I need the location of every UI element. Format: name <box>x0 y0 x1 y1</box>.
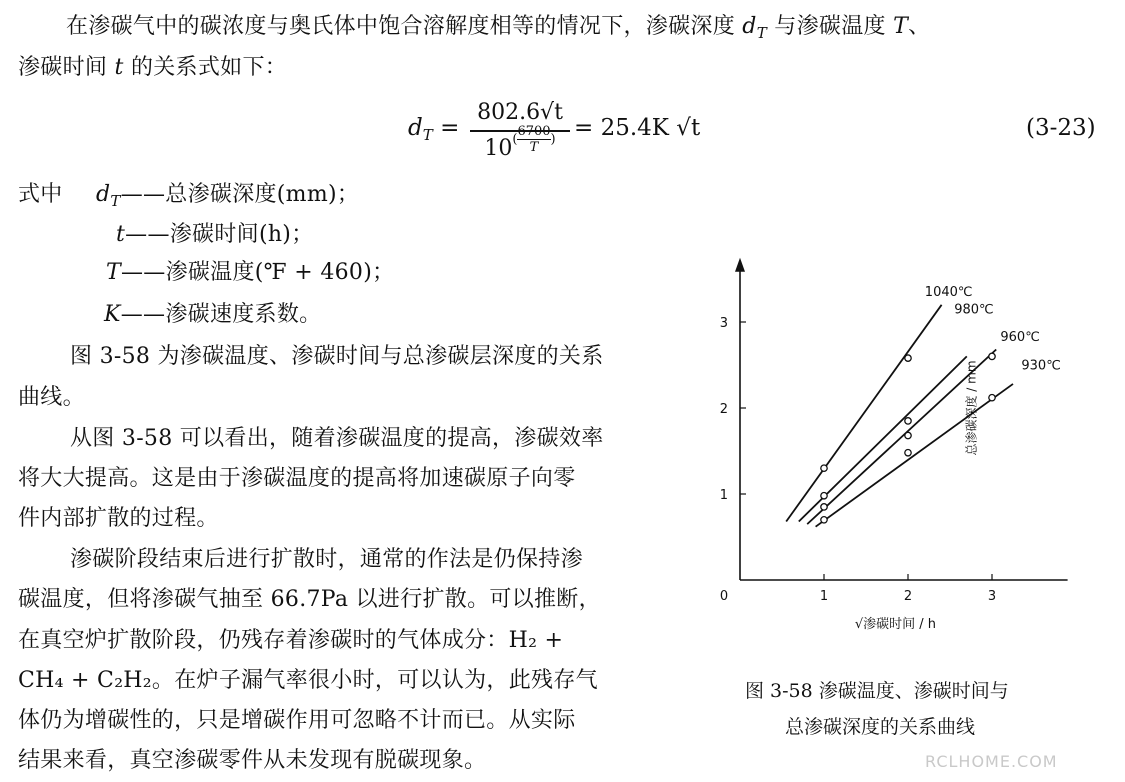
var-K: K <box>104 302 121 327</box>
body-line: CH₄ + C₂H₂。在炉子漏气率很小时，可以认为，此残存气 <box>18 668 598 693</box>
text: 、 <box>908 14 931 39</box>
y-tick-label: 3 <box>719 316 728 331</box>
equation-rhs: = 25.4K √t <box>574 115 701 141</box>
var-t: t <box>116 222 126 247</box>
data-point <box>821 493 827 499</box>
var-d: d <box>408 115 423 141</box>
definition-text: ——渗碳速度系数。 <box>120 302 322 327</box>
var-sub-T: T <box>756 24 767 42</box>
series-label: 960℃ <box>1000 329 1040 345</box>
body-line: 件内部扩散的过程。 <box>18 506 219 531</box>
body-line: 碳温度，但将渗碳气抽至 66.7Pa 以进行扩散。可以推断， <box>18 587 601 612</box>
paragraph-1-line-1 <box>66 14 930 46</box>
definition-row <box>104 302 321 328</box>
equation-numerator: 802.6√t <box>477 100 563 125</box>
body-line: 渗碳阶段结束后进行扩散时，通常的作法是仍保持渗 <box>70 547 583 572</box>
denominator-exponent: ( 6700 T ) <box>512 124 556 155</box>
definition-text: ——渗碳时间(h)； <box>125 222 314 247</box>
data-point <box>989 353 995 359</box>
carburizing-depth-chart <box>690 225 1110 645</box>
equals-sign: = <box>440 115 460 141</box>
var-d: d <box>96 182 111 207</box>
series-label: 1040℃ <box>924 285 973 301</box>
data-point <box>905 450 911 456</box>
y-axis-arrow <box>735 258 745 272</box>
x-tick-label: 0 <box>719 589 729 604</box>
watermark: RCLHOME.COM <box>925 752 1058 771</box>
body-line: 图 3-58 为渗碳温度、渗碳时间与总渗碳层深度的关系 <box>70 344 604 369</box>
var-sub-T: T <box>422 126 433 144</box>
var-t: t <box>114 55 124 80</box>
paragraph-1-line-2 <box>18 55 287 81</box>
definition-text: ——总渗碳深度(mm)； <box>120 182 360 207</box>
data-point <box>989 394 995 400</box>
var-T: T <box>106 260 121 285</box>
text: 渗碳时间 <box>18 55 115 80</box>
data-point <box>821 465 827 471</box>
x-axis-label: √渗碳时间 / h <box>854 617 936 632</box>
data-point <box>821 517 827 523</box>
equation-denominator <box>470 124 570 167</box>
text: 与渗碳温度 <box>767 14 894 39</box>
body-line: 在真空炉扩散阶段，仍残存着渗碳时的气体成分：H₂ + <box>18 628 564 653</box>
data-point <box>821 504 827 510</box>
definition-row <box>96 182 359 214</box>
equation-number: (3-23) <box>1026 115 1096 141</box>
text: 在渗碳气中的碳浓度与奥氏体中饱合溶解度相等的情况下，渗碳深度 <box>66 14 743 39</box>
series-label: 980℃ <box>954 302 994 318</box>
exp-numerator: 6700 <box>517 124 551 139</box>
x-tick-label: 3 <box>987 589 997 604</box>
definition-text: ——渗碳温度(℉ + 460)； <box>120 260 395 285</box>
body-line: 将大大提高。这是由于渗碳温度的提高将加速碳原子向零 <box>18 466 576 491</box>
x-tick-label: 1 <box>819 589 829 604</box>
exp-denominator: T <box>529 140 539 155</box>
series-line <box>786 305 941 522</box>
definition-row <box>106 260 394 286</box>
var-d: d <box>742 14 757 39</box>
data-point <box>905 355 911 361</box>
definitions-lead: 式中 <box>18 182 63 207</box>
denominator-base: 10 <box>484 136 513 161</box>
x-tick-label: 2 <box>903 589 913 604</box>
text: 的关系式如下： <box>123 55 288 80</box>
body-line: 从图 3-58 可以看出，随着渗碳温度的提高，渗碳效率 <box>70 426 604 451</box>
y-axis-label: 总渗碳深度 / mm <box>964 360 979 456</box>
definition-row <box>116 222 314 248</box>
data-point <box>905 432 911 438</box>
var-T: T <box>893 14 909 39</box>
y-tick-label: 1 <box>719 488 728 503</box>
body-line: 结果来看，真空渗碳零件从未发现有脱碳现象。 <box>18 748 487 773</box>
data-point <box>905 418 911 424</box>
y-tick-label: 2 <box>719 402 728 417</box>
var-sub-T: T <box>110 192 121 210</box>
figure-caption-line-2: 总渗碳深度的关系曲线 <box>785 716 976 738</box>
body-line: 曲线。 <box>18 385 85 410</box>
equation-lhs <box>408 115 459 144</box>
body-line: 体仍为增碳性的，只是增碳作用可忽略不计而已。从实际 <box>18 708 576 733</box>
figure-caption-line-1: 图 3-58 渗碳温度、渗碳时间与 <box>745 680 1009 702</box>
series-line <box>816 384 1013 527</box>
series-label: 930℃ <box>1021 358 1061 374</box>
